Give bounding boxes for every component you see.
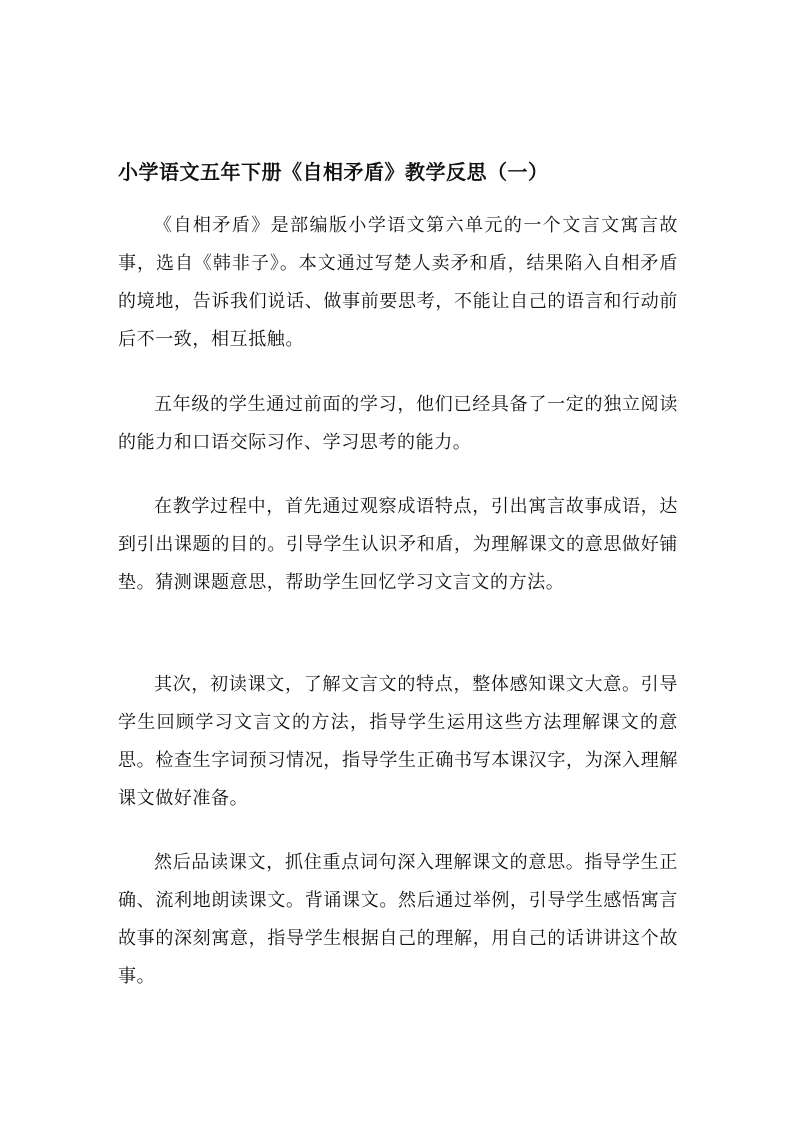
document-title: 小学语文五年下册《自相矛盾》教学反思（一） (118, 160, 549, 184)
paragraph-students: 五年级的学生通过前面的学习，他们已经具备了一定的独立阅读的能力和口语交际习作、学习思考的能力。 (118, 394, 678, 453)
paragraph-close-reading: 然后品读课文，抓住重点词句深入理解课文的意思。指导学生正确、流利地朗读课文。背诵课文。然后通过举例，引导学生感悟寓言故事的深刻寓意，指导学生根据自己的理解，用自己的话讲讲这个故事。 (118, 852, 678, 987)
paragraph-intro: 《自相矛盾》是部编版小学语文第六单元的一个文言文寓言故事，选自《韩非子》。本文通过写楚人卖矛和盾，结果陷入自相矛盾的境地，告诉我们说话、做事前要思考，不能让自己的语言和行动前后不一致，相互抵触。 (118, 215, 678, 350)
paragraph-first-reading: 其次，初读课文，了解文言文的特点，整体感知课文大意。引导学生回顾学习文言文的方法，指导学生运用这些方法理解课文的意思。检查生字词预习情况，指导学生正确书写本课汉字，为深入理解课文做好准备。 (118, 674, 678, 809)
paragraph-teaching-process: 在教学过程中，首先通过观察成语特点，引出寓言故事成语，达到引出课题的目的。引导学生认识矛和盾，为理解课文的意思做好铺垫。猜测课题意思，帮助学生回忆学习文言文的方法。 (118, 496, 678, 593)
